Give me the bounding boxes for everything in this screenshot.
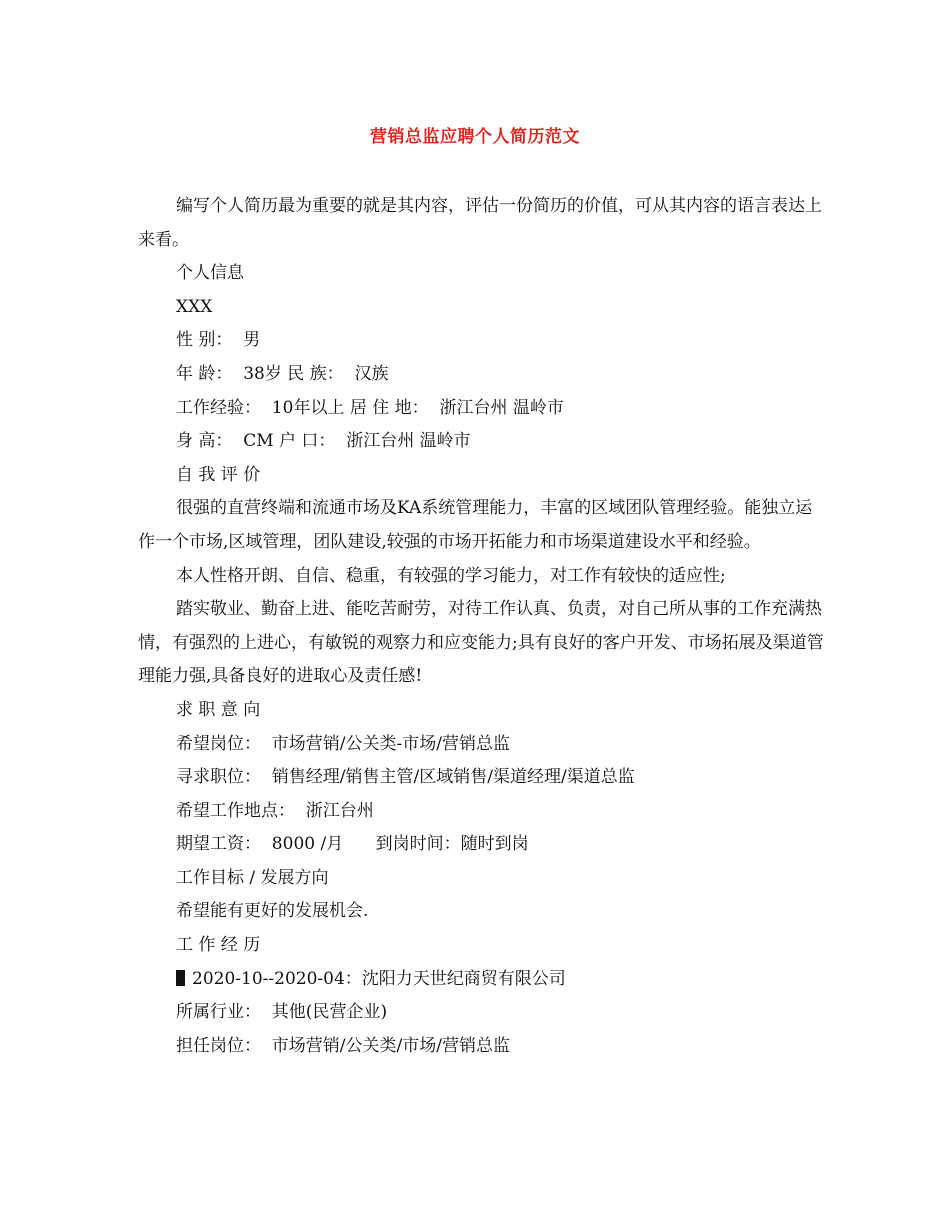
experience-residence-line: 工作经验： 10年以上 居 住 地： 浙江台州 温岭市 bbox=[176, 397, 564, 418]
self-evaluation-paragraph-1: 很强的直营终端和流通市场及KA系统管理能力，丰富的区域团队管理经验。能独立运作一个市场,区域管理，团队建设,较强的市场开拓能力和市场渠道建设水平和经验。 bbox=[138, 498, 813, 552]
section-heading-job-intention: 求 职 意 向 bbox=[176, 699, 261, 720]
position-held-line: 担任岗位： 市场营销/公关类/市场/营销总监 bbox=[176, 1035, 510, 1056]
work-history-entry-text: 2020-10--2020-04：沈阳力天世纪商贸有限公司 bbox=[192, 968, 566, 989]
work-history-entry-line bbox=[138, 963, 828, 997]
document-body bbox=[138, 190, 828, 1063]
industry-line: 所属行业： 其他(民营企业) bbox=[176, 1002, 388, 1023]
section-heading-work-history: 工 作 经 历 bbox=[176, 935, 261, 956]
salary-availability-line: 期望工资： 8000 /月 到岗时间：随时到岗 bbox=[176, 834, 529, 855]
desired-position-line: 希望岗位： 市场营销/公关类-市场/营销总监 bbox=[176, 733, 511, 754]
section-heading-personal-info: 个人信息 bbox=[176, 263, 244, 284]
section-heading-career-goal: 工作目标 / 发展方向 bbox=[176, 867, 329, 888]
intro-paragraph: 编写个人简历最为重要的就是其内容，评估一份简历的价值，可从其内容的语言表达上来看。 bbox=[138, 196, 822, 250]
gender-line: 性 别： 男 bbox=[176, 330, 261, 351]
sought-position-line: 寻求职位： 销售经理/销售主管/区域销售/渠道经理/渠道总监 bbox=[176, 767, 635, 788]
career-goal-text: 希望能有更好的发展机会. bbox=[176, 901, 369, 922]
section-heading-self-evaluation: 自 我 评 价 bbox=[176, 464, 261, 485]
desired-location-line: 希望工作地点： 浙江台州 bbox=[176, 800, 374, 821]
self-evaluation-paragraph-3: 踏实敬业、勤奋上进、能吃苦耐劳，对待工作认真、负责，对自己所从事的工作充满热情，有强烈的上进心，有敏锐的观察力和应变能力;具有良好的客户开发、市场拓展及渠道管理能力强,具备良好的进取心及责任感! bbox=[138, 599, 824, 687]
height-hukou-line: 身 高： CM 户 口： 浙江台州 温岭市 bbox=[176, 431, 471, 452]
candidate-name: XXX bbox=[176, 296, 213, 317]
document-title: 营销总监应聘个人简历范文 bbox=[370, 127, 580, 147]
age-ethnicity-line: 年 龄： 38岁 民 族： 汉族 bbox=[176, 363, 389, 384]
self-evaluation-paragraph-2: 本人性格开朗、自信、稳重，有较强的学习能力，对工作有较快的适应性; bbox=[176, 565, 726, 586]
bullet-block-icon bbox=[176, 970, 185, 986]
